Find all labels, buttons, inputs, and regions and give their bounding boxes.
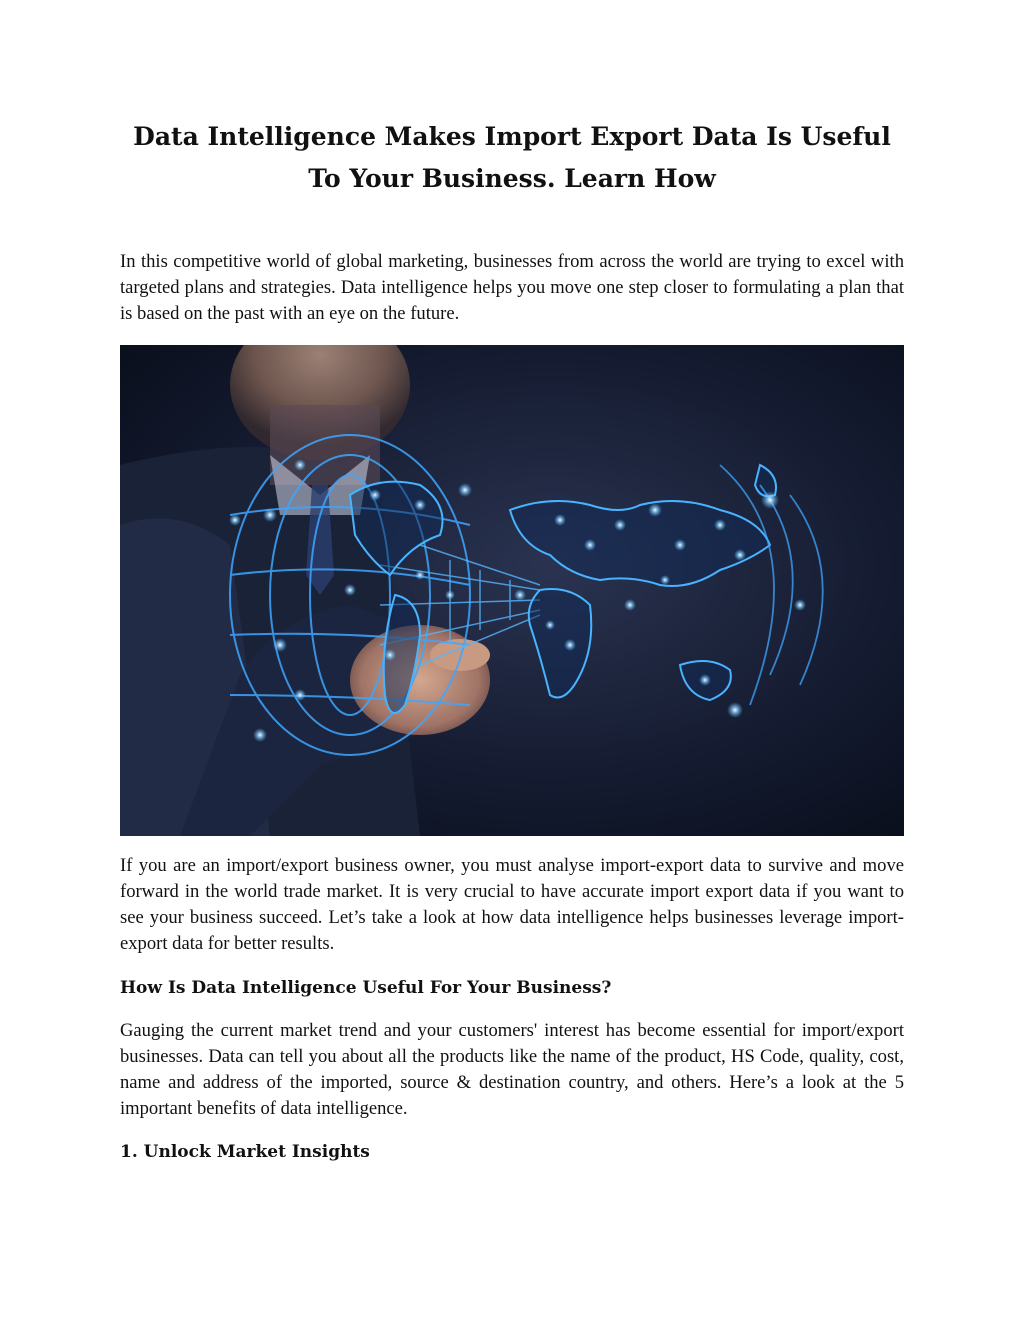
section-heading-benefits: How Is Data Intelligence Useful For Your Business? xyxy=(120,978,612,998)
body-paragraph-2: Gauging the current market trend and your customers' interest has become essential for import/export businesses. Data can tell you about all the products like the name of the product, HS Code, quality, cost, name and address of the imported, source & destination country, and others. Here’s a look at the 5 important benefits of data intelligence. xyxy=(120,1020,904,1119)
section-heading-market-insights: 1. Unlock Market Insights xyxy=(120,1142,370,1162)
body-paragraph-1: If you are an import/export business owner, you must analyse import-export data to survive and move forward in the world trade market. It is very crucial to have accurate import export data if you want to see your business succeed. Let’s take a look at how data intelligence helps businesses leverage import-export data for better results. xyxy=(120,855,904,954)
article-title: Data Intelligence Makes Import Export Data Is Useful To Your Business. Learn How xyxy=(133,122,891,193)
intro-paragraph: In this competitive world of global marketing, businesses from across the world are trying to excel with targeted plans and strategies. Data intelligence helps you move one step closer to formulating a plan that is based on the past with an eye on the future. xyxy=(120,251,904,324)
hero-image xyxy=(120,345,904,836)
